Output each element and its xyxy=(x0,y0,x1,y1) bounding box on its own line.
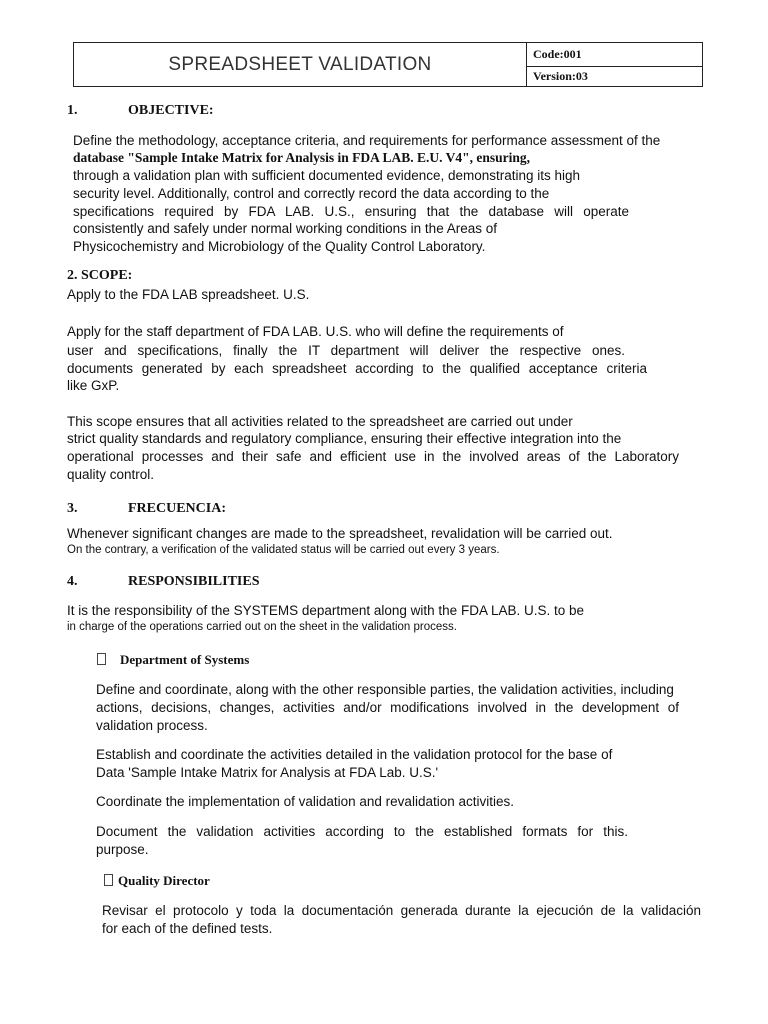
scope-paragraph-1: Apply to the FDA LAB spreadsheet. U.S. xyxy=(67,287,310,302)
systems-subheading xyxy=(97,651,249,669)
scope-p2-line-1: Apply for the staff department of FDA LAB. U.S. who will define the requirements of xyxy=(67,324,564,339)
responsibilities-number: 4. xyxy=(67,574,78,589)
objective-number: 1. xyxy=(67,103,78,118)
scope-p2-line-3: documents generated by each spreadsheet according to the qualified acceptance criteria xyxy=(67,361,647,376)
document-title: SPREADSHEET VALIDATION xyxy=(168,53,432,75)
document-version: Version:03 xyxy=(533,69,588,83)
quality-subheading xyxy=(104,872,210,890)
scope-heading: 2. SCOPE: xyxy=(67,268,133,283)
systems-p1-line-2: actions, decisions, changes, activities and/or modifications involved in the development of xyxy=(96,700,679,715)
objective-line-4: security level. Additionally, control and correctly record the data according to the xyxy=(73,186,550,201)
quality-line-2: for each of the defined tests. xyxy=(102,921,273,936)
frequency-number: 3. xyxy=(67,501,78,516)
responsibilities-line-1: It is the responsibility of the SYSTEMS department along with the FDA LAB. U.S. to be xyxy=(67,603,585,618)
scope-p3-line-1: This scope ensures that all activities related to the spreadsheet are carried out under xyxy=(67,414,573,429)
objective-line-1: Define the methodology, acceptance criteria, and requirements for performance assessment of the xyxy=(73,133,661,148)
systems-p1-line-3: validation process. xyxy=(96,718,208,733)
header-version-cell xyxy=(527,67,702,87)
document-header xyxy=(73,42,703,87)
scope-p3-line-4: quality control. xyxy=(67,467,155,482)
systems-p3: Coordinate the implementation of validation and revalidation activities. xyxy=(96,794,514,809)
scope-p3-line-3: operational processes and their safe and efficient use in the involved areas of the Laboratory xyxy=(67,449,679,464)
frequency-heading: FRECUENCIA: xyxy=(128,501,226,516)
quality-title: Quality Director xyxy=(118,873,210,888)
objective-line-2: database "Sample Intake Matrix for Analysis in FDA LAB. E.U. V4", ensuring, xyxy=(73,150,531,165)
systems-p4-line-1: Document the validation activities according to the established formats for this. xyxy=(96,824,628,839)
systems-p1-line-1: Define and coordinate, along with the other responsible parties, the validation activities, including xyxy=(96,682,674,697)
frequency-line-2: On the contrary, a verification of the validated status will be carried out every 3 years. xyxy=(67,544,500,556)
objective-heading: OBJECTIVE: xyxy=(128,103,214,118)
responsibilities-heading: RESPONSIBILITIES xyxy=(128,574,260,589)
scope-p2-line-2: user and specifications, finally the IT department will deliver the respective ones. xyxy=(67,343,625,358)
bullet-icon xyxy=(97,653,106,665)
systems-p2-line-1: Establish and coordinate the activities detailed in the validation protocol for the base of xyxy=(96,747,613,762)
header-code-cell xyxy=(527,43,702,67)
systems-title: Department of Systems xyxy=(120,652,250,667)
systems-p4-line-2: purpose. xyxy=(96,842,149,857)
scope-p2-line-4: like GxP. xyxy=(67,378,120,393)
header-title-cell xyxy=(74,43,527,86)
objective-line-7: Physicochemistry and Microbiology of the Quality Control Laboratory. xyxy=(73,239,486,254)
objective-line-6: consistently and safely under normal working conditions in the Areas of xyxy=(73,221,497,236)
bullet-icon xyxy=(104,874,113,886)
systems-p2-line-2: Data 'Sample Intake Matrix for Analysis at FDA Lab. U.S.' xyxy=(96,765,439,780)
responsibilities-line-2: in charge of the operations carried out on the sheet in the validation process. xyxy=(67,621,457,633)
document-code: Code:001 xyxy=(533,47,582,61)
objective-line-3: through a validation plan with sufficient documented evidence, demonstrating its high xyxy=(73,168,581,183)
objective-line-5: specifications required by FDA LAB. U.S., ensuring that the database will operate xyxy=(73,204,629,219)
scope-p3-line-2: strict quality standards and regulatory compliance, ensuring their effective integration into the xyxy=(67,431,622,446)
frequency-line-1: Whenever significant changes are made to the spreadsheet, revalidation will be carried out. xyxy=(67,526,613,541)
quality-line-1: Revisar el protocolo y toda la documentación generada durante la ejecución de la validación xyxy=(102,903,701,918)
